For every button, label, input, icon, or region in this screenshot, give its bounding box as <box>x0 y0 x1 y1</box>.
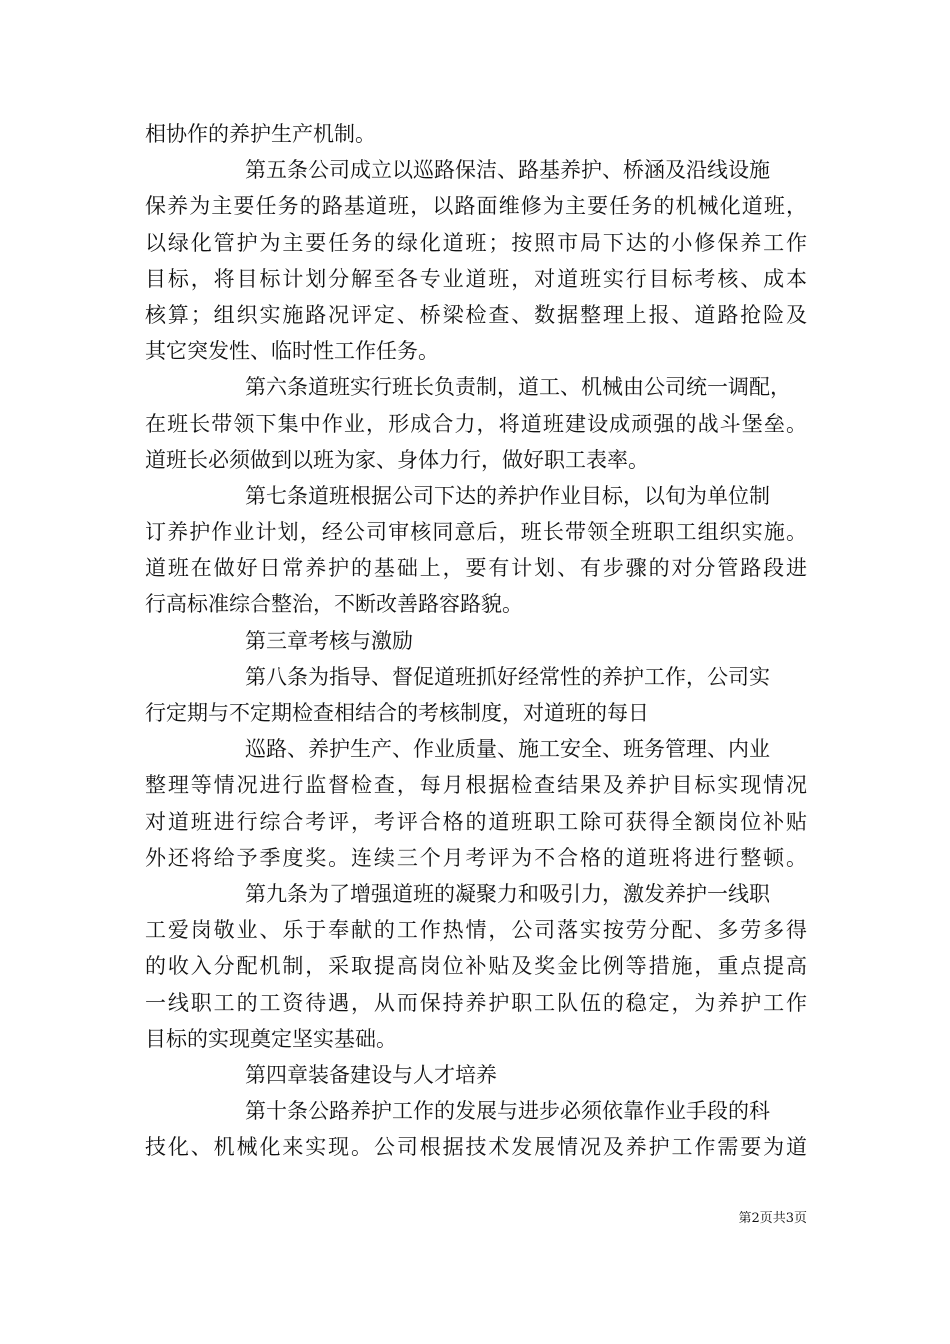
text-line: 以绿化管护为主要任务的绿化道班；按照市局下达的小修保养工作 <box>145 230 807 255</box>
text-line: 一线职工的工资待遇，从而保持养护职工队伍的稳定，为养护工作 <box>145 990 807 1015</box>
page-number: 第2页共3页 <box>738 1211 807 1226</box>
text-line: 第五条公司成立以巡路保洁、路基养护、桥涵及沿线设施 <box>245 158 770 183</box>
text-line: 对道班进行综合考评，考评合格的道班职工除可获得全额岗位补贴 <box>145 809 807 834</box>
text-line: 行高标准综合整治，不断改善路容路貌。 <box>145 592 523 617</box>
text-line: 目标，将目标计划分解至各专业道班，对道班实行目标考核、成本 <box>145 266 807 291</box>
text-line: 第九条为了增强道班的凝聚力和吸引力，激发养护一线职 <box>245 881 770 906</box>
text-line: 的收入分配机制，采取提高岗位补贴及奖金比例等措施，重点提高 <box>145 954 807 979</box>
text-line: 保养为主要任务的路基道班，以路面维修为主要任务的机械化道班， <box>145 194 807 219</box>
text-line: 道班在做好日常养护的基础上，要有计划、有步骤的对分管路段进 <box>145 556 807 581</box>
text-line: 第三章考核与激励 <box>245 628 413 653</box>
text-line: 工爱岗敬业、乐于奉献的工作热情，公司落实按劳分配、多劳多得 <box>145 918 807 943</box>
text-line: 在班长带领下集中作业，形成合力，将道班建设成顽强的战斗堡垒。 <box>145 411 807 436</box>
text-line: 第四章装备建设与人才培养 <box>245 1062 497 1087</box>
text-line: 巡路、养护生产、作业质量、施工安全、班务管理、内业 <box>245 737 770 762</box>
text-line: 整理等情况进行监督检查，每月根据检查结果及养护目标实现情况 <box>145 773 807 798</box>
text-line: 技化、机械化来实现。公司根据技术发展情况及养护工作需要为道 <box>145 1135 807 1160</box>
text-line: 目标的实现奠定坚实基础。 <box>145 1026 397 1051</box>
text-line: 核算；组织实施路况评定、桥梁检查、数据整理上报、道路抢险及 <box>145 302 807 327</box>
text-line: 行定期与不定期检查相结合的考核制度，对道班的每日 <box>145 701 649 725</box>
text-line: 第七条道班根据公司下达的养护作业目标，以旬为单位制 <box>245 483 770 508</box>
text-line: 第十条公路养护工作的发展与进步必须依靠作业手段的科 <box>245 1099 770 1124</box>
document-body <box>145 116 807 1165</box>
text-line: 其它突发性、临时性工作任务。 <box>145 339 439 364</box>
text-line: 第六条道班实行班长负责制，道工、机械由公司统一调配， <box>245 375 791 400</box>
text-line: 道班长必须做到以班为家、身体力行，做好职工表率。 <box>145 447 649 472</box>
text-line: 外还将给予季度奖。连续三个月考评为不合格的道班将进行整顿。 <box>145 845 807 870</box>
text-line: 订养护作业计划，经公司审核同意后，班长带领全班职工组织实施。 <box>145 520 807 545</box>
text-line: 相协作的养护生产机制。 <box>145 122 376 146</box>
text-line: 第八条为指导、督促道班抓好经常性的养护工作，公司实 <box>245 664 770 689</box>
